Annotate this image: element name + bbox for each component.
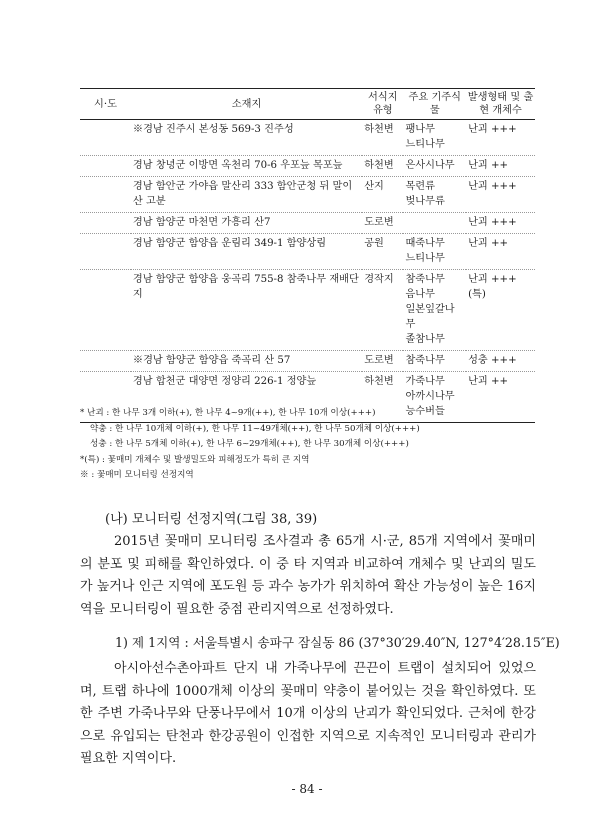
cell-location: 경남 함양군 함양읍 웅곡리 755-8 참죽나무 재배단지 [131, 270, 362, 351]
host-plant: 음나무 [405, 289, 435, 300]
table-row [80, 156, 535, 177]
cell-sido [80, 351, 131, 372]
cell-sido [80, 234, 131, 270]
note-adult: 성충 : 한 나무 5개체 이하(+), 한 나무 6~29개체(++), 한 나무 30개체 이상(+++) [90, 439, 409, 449]
cell-sido [80, 270, 131, 351]
table-row [80, 213, 535, 234]
table-row [80, 234, 535, 270]
cell-location: ※경남 진주시 본성동 569-3 진주성 [131, 120, 362, 156]
cell-occurrence: 난괴 +++ [466, 177, 535, 213]
cell-host [403, 234, 466, 270]
table-row [80, 270, 535, 351]
header-sido: 시·도 [80, 89, 131, 120]
host-plant: 참죽나무 [405, 274, 445, 285]
cell-sido [80, 213, 131, 234]
paragraph-site-1: 아시아선수촌아파트 단지 내 가죽나무에 끈끈이 트랩이 설치되어 있었으며, 트랩 하나에 1000개체 이상의 꽃매미 약충이 붙어있는 것을 확인하였다. 또한 주변 가죽나무와 단풍나무에서 10개 이상의 난괴가 확인되었다. 근처에 한강으로 유입되는 탄천과 한강공원이 인접한 지역으로 지속적인 모니터링과 관리가 필요한 지역이다. [80, 661, 536, 766]
cell-location: 경남 함양군 함양읍 운림리 349-1 함양상림 [131, 234, 362, 270]
cell-sido [80, 120, 131, 156]
host-plant: 팽나무 [405, 124, 435, 135]
header-habitat: 서식지 유형 [362, 89, 403, 120]
cell-occurrence: 난괴 ++ [466, 234, 535, 270]
header-location: 소재지 [131, 89, 362, 120]
host-plant: 은사시나무 [405, 160, 455, 171]
cell-host [403, 213, 466, 234]
cell-sido [80, 177, 131, 213]
host-plant: 졸참나무 [405, 334, 445, 345]
table-row [80, 177, 535, 213]
cell-host [403, 177, 466, 213]
table-header-row [80, 89, 535, 120]
cell-host [403, 120, 466, 156]
host-plant: 느티나무 [405, 253, 445, 264]
host-plant: 목련류 [405, 181, 435, 192]
cell-sido [80, 156, 131, 177]
host-plant [405, 215, 464, 230]
host-plant: 벚나무류 [405, 196, 445, 207]
page-number: - 84 - [291, 782, 323, 796]
cell-habitat: 하천변 [362, 372, 403, 423]
host-plant: 능수버들 [405, 406, 445, 417]
cell-occurrence: 난괴 +++ [466, 213, 535, 234]
cell-occurrence: 난괴 ++ [466, 372, 535, 423]
cell-habitat: 도로변 [362, 351, 403, 372]
host-plant: 참죽나무 [405, 355, 445, 366]
cell-location: 경남 합천군 대양면 정양리 226-1 정양늪 [131, 372, 362, 423]
cell-habitat: 산지 [362, 177, 403, 213]
note-egg-mass: * 난괴 : 한 나무 3개 이하(+), 한 나무 4~9개(++), 한 나무 10개 이상(+++) [80, 408, 376, 418]
paragraph-intro: 2015년 꽃매미 모니터링 조사결과 총 65개 시·군, 85개 지역에서 꽃매미의 분포 및 피해를 확인하였다. 이 중 타 지역과 비교하여 개체수 및 난괴의 밀도가 높거나 인근 지역에 포도원 등 과수 농가가 위치하여 확산 가능성이 높은 16지역을 모니터링이 필요한 중점 관리지역으로 선정하였다. [80, 534, 536, 617]
survey-table [80, 88, 535, 423]
cell-location: 경남 함양군 마천면 가흥리 산7 [131, 213, 362, 234]
cell-habitat: 경작지 [362, 270, 403, 351]
cell-habitat: 하천변 [362, 120, 403, 156]
cell-host [403, 270, 466, 351]
host-plant: 가죽나무 [405, 376, 445, 387]
note-monitoring: ※ : 꽃매미 모니터링 선정지역 [80, 470, 194, 480]
cell-location: 경남 창녕군 이방면 옥천리 70-6 우포늪 목포늪 [131, 156, 362, 177]
table-notes [80, 406, 540, 484]
header-host: 주요 기주식물 [403, 89, 466, 120]
host-plant: 때죽나무 [405, 238, 445, 249]
table-body [80, 120, 535, 423]
cell-occurrence: 난괴 ++ [466, 156, 535, 177]
cell-habitat: 하천변 [362, 156, 403, 177]
cell-habitat: 도로변 [362, 213, 403, 234]
host-plant: 일본잎갈나무 [405, 304, 455, 330]
header-occurrence: 발생형태 및 출현 개체수 [466, 89, 535, 120]
host-plant: 느티나무 [405, 139, 445, 150]
cell-occurrence: 난괴 +++ [466, 120, 535, 156]
table-row [80, 351, 535, 372]
cell-location: ※경남 함양군 함양읍 죽곡리 산 57 [131, 351, 362, 372]
cell-location: 경남 함안군 가야읍 말산리 333 함안군청 뒤 말이산 고분 [131, 177, 362, 213]
site-heading: 1) 제 1지역 : 서울특별시 송파구 잠실동 86 (37°30′29.40″N, 127°4′28.15″E) [115, 635, 560, 650]
cell-habitat: 공원 [362, 234, 403, 270]
cell-occurrence: 난괴 +++(특) [466, 270, 535, 351]
table-row [80, 120, 535, 156]
note-nymph: 약충 : 한 나무 10개체 이하(+), 한 나무 11~49개체(++), 한 나무 50개체 이상(+++) [90, 423, 420, 434]
cell-host [403, 351, 466, 372]
cell-occurrence: 성충 +++ [466, 351, 535, 372]
section-heading: (나) 모니터링 선정지역(그림 38, 39) [105, 512, 318, 527]
note-special: *(특) : 꽃매미 개체수 및 발생밀도와 피해정도가 특히 큰 지역 [80, 454, 310, 465]
cell-host [403, 156, 466, 177]
host-plant: 아까시나무 [405, 391, 455, 402]
